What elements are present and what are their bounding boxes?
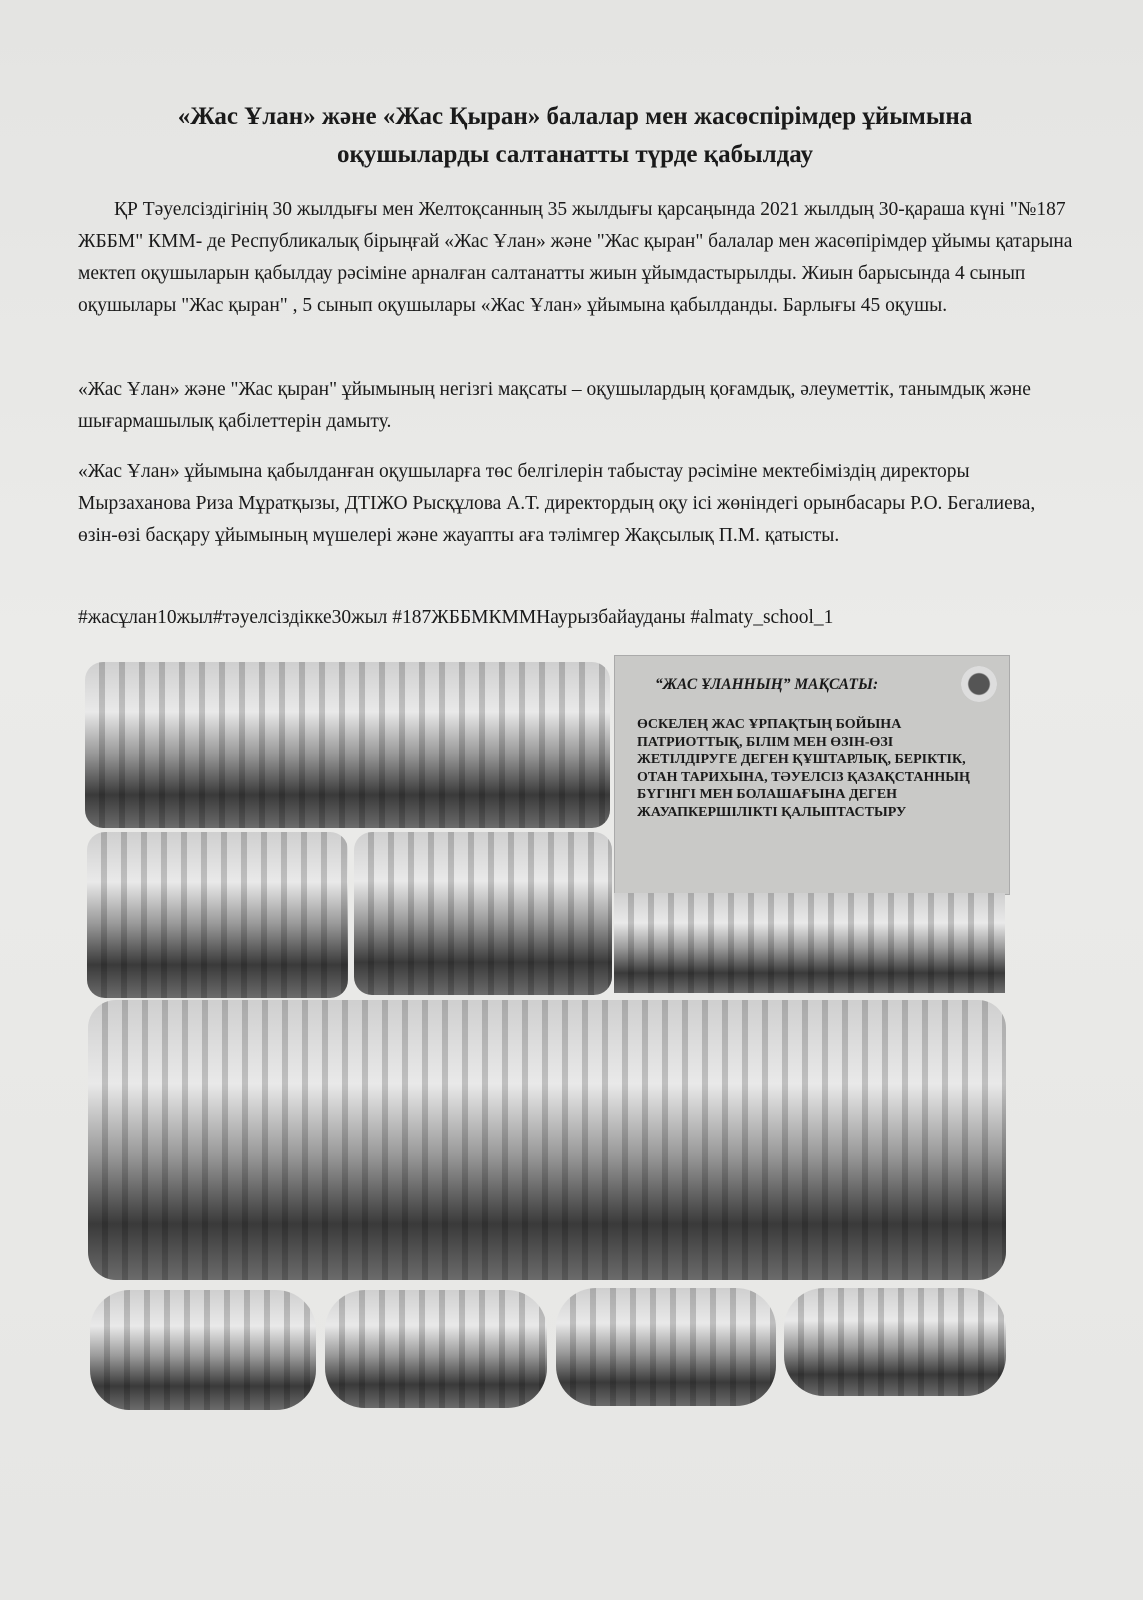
photo-hall-4 — [784, 1288, 1006, 1396]
document-title — [60, 98, 1090, 174]
photo-badge-2 — [325, 1290, 547, 1408]
photo-badge-3 — [556, 1288, 776, 1406]
panel-body: ӨСКЕЛЕҢ ЖАС ҰРПАҚТЫҢ БОЙЫНА ПАТРИОТТЫҚ, БІЛІМ МЕН ӨЗІН-ӨЗІ ЖЕТІЛДІРУГЕ ДЕГЕН ҚҰШТАРЛЫҚ, БЕРІКТІК, ОТАН ТАРИХЫНА, ТӘУЕЛСІЗ ҚАЗАҚСТАННЫҢ БҮГІНГІ МЕН БОЛАШАҒЫНА ДЕГЕН ЖАУАПКЕРШІЛІКТІ ҚАЛЫПТАСТЫРУ — [637, 717, 970, 820]
photo-badge-1 — [90, 1290, 316, 1410]
photo-hall-overview — [614, 893, 1005, 993]
goal-panel — [614, 655, 1010, 895]
paragraph-intro: ҚР Тәуелсіздігінің 30 жылдығы мен Желтоқсанның 35 жылдығы қарсаңында 2021 жылдың 30-қараша күні "№187 ЖББМ" КММ- де Республикалық бірыңғай «Жас Ұлан» және "Жас қыран" балалар мен жасөпірімдер ұйымы қатарына мектеп оқушыларын қабылдау рәсіміне арналған салтанатты жиын ұйымдастырылды. Жиын барысында 4 сынып оқушылары "Жас қыран" , 5 сынып оқушылары «Жас Ұлан» ұйымына қабылданды. Барлығы 45 оқушы. — [78, 199, 1073, 316]
photo-flag-closeup — [87, 832, 348, 998]
paragraph-attendees: «Жас Ұлан» ұйымына қабылданған оқушыларға төс белгілерін табыстау рәсіміне мектебіміздің директоры Мырзаханова Риза Мұратқызы, ДТІЖО Рысқұлова А.Т. директордың оқу ісі жөніндегі орынбасары Р.О. Бегалиева, өзін-өзі басқару ұйымының мүшелері және жауапты аға тәлімгер Жақсылық П.М. қатысты. — [78, 461, 1036, 546]
photo-ceremony-stage — [85, 662, 610, 828]
paragraph-goal: «Жас Ұлан» және "Жас қыран" ұйымының негізгі мақсаты – оқушылардың қоғамдық, әлеуметтік, танымдық және шығармашылық қабілеттерін дамыту. — [78, 379, 1031, 432]
title-line-1: «Жас Ұлан» және «Жас Қыран» балалар мен жасөспірімдер ұйымына — [177, 103, 973, 130]
hashtags: #жасұлан10жыл#тәуелсіздікке30жыл #187ЖББМКММНаурызбайауданы #almaty_school_1 — [78, 607, 834, 628]
title-line-2: оқушыларды салтанатты түрде қабылдау — [336, 141, 814, 168]
photo-students-lineup — [354, 832, 612, 995]
panel-title: “ЖАС ҰЛАННЫҢ” МАҚСАТЫ: — [655, 676, 879, 693]
emblem-icon — [961, 666, 997, 702]
photo-main-ceremony — [88, 1000, 1006, 1280]
